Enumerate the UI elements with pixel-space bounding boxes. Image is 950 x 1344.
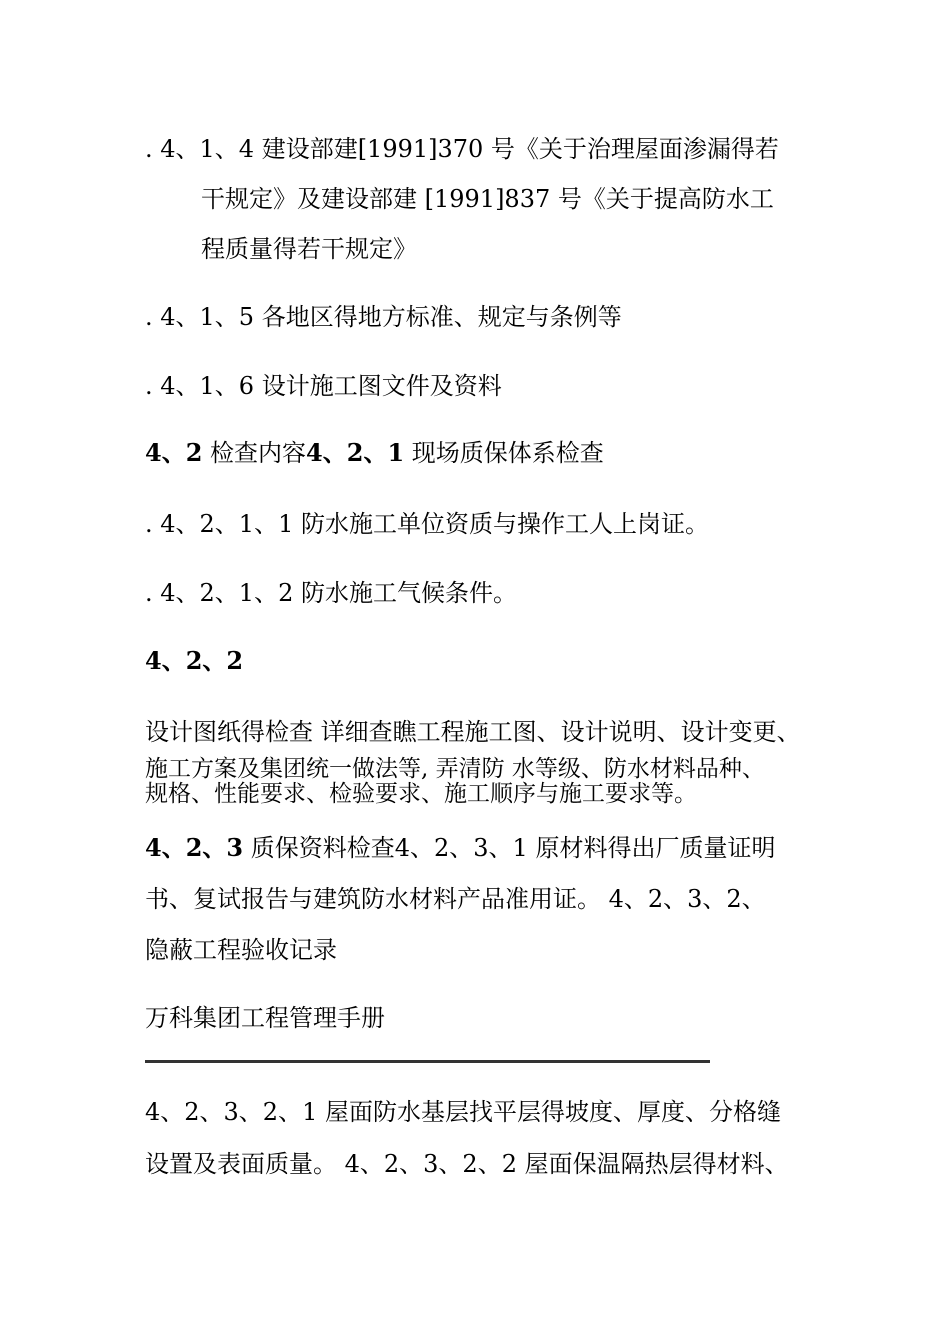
para-4-2-2-line3: 规格、性能要求、检验要求、施工顺序与施工要求等。 bbox=[145, 781, 697, 807]
divider-rule bbox=[145, 1060, 710, 1063]
footer-title: 万科集团工程管理手册 bbox=[145, 1004, 385, 1032]
section-4-2-1-title: 现场质保体系检查 bbox=[404, 439, 604, 467]
item-4-2-1-1: . 4、2、1、1 防水施工单位资质与操作工人上岗证。 bbox=[145, 510, 709, 538]
section-4-2-3-line3: 隐蔽工程验收记录 bbox=[145, 936, 337, 964]
bottom-line2: 设置及表面质量。 4、2、3、2、2 屋面保温隔热层得材料、 bbox=[145, 1150, 789, 1178]
para-4-2-2-line1: 设计图纸得检查 详细查瞧工程施工图、设计说明、设计变更、 bbox=[145, 718, 801, 746]
item-4-1-4-line3: 程质量得若干规定》 bbox=[201, 235, 417, 263]
section-4-2-3-number: 4、2、3 bbox=[145, 833, 244, 862]
section-4-2-heading bbox=[145, 438, 604, 468]
section-4-2-3-line2: 书、复试报告与建筑防水材料产品准用证。 4、2、3、2、 bbox=[145, 885, 766, 913]
item-4-1-6: . 4、1、6 设计施工图文件及资料 bbox=[145, 372, 502, 400]
item-4-1-4-line2: 干规定》及建设部建 [1991]837 号《关于提高防水工 bbox=[201, 185, 774, 213]
section-4-2-title: 检查内容 bbox=[202, 439, 307, 467]
section-4-2-number: 4、2 bbox=[145, 438, 203, 467]
bottom-line1: 4、2、3、2、1 屋面防水基层找平层得坡度、厚度、分格缝 bbox=[145, 1098, 781, 1126]
heading-4-2-2: 4、2、2 bbox=[145, 646, 244, 675]
item-4-1-5: . 4、1、5 各地区得地方标准、规定与条例等 bbox=[145, 303, 622, 331]
item-4-2-1-2: . 4、2、1、2 防水施工气候条件。 bbox=[145, 579, 517, 607]
section-4-2-1-number: 4、2、1 bbox=[306, 438, 405, 467]
section-4-2-3-text: 质保资料检查4、2、3、1 原材料得出厂质量证明 bbox=[243, 834, 776, 862]
para-4-2-2-line2: 施工方案及集团统一做法等, 弄清防 水等级、防水材料品种、 bbox=[145, 756, 765, 782]
item-4-1-4-line1: . 4、1、4 建设部建[1991]370 号《关于治理屋面渗漏得若 bbox=[145, 135, 779, 163]
section-4-2-3-line1 bbox=[145, 833, 775, 863]
